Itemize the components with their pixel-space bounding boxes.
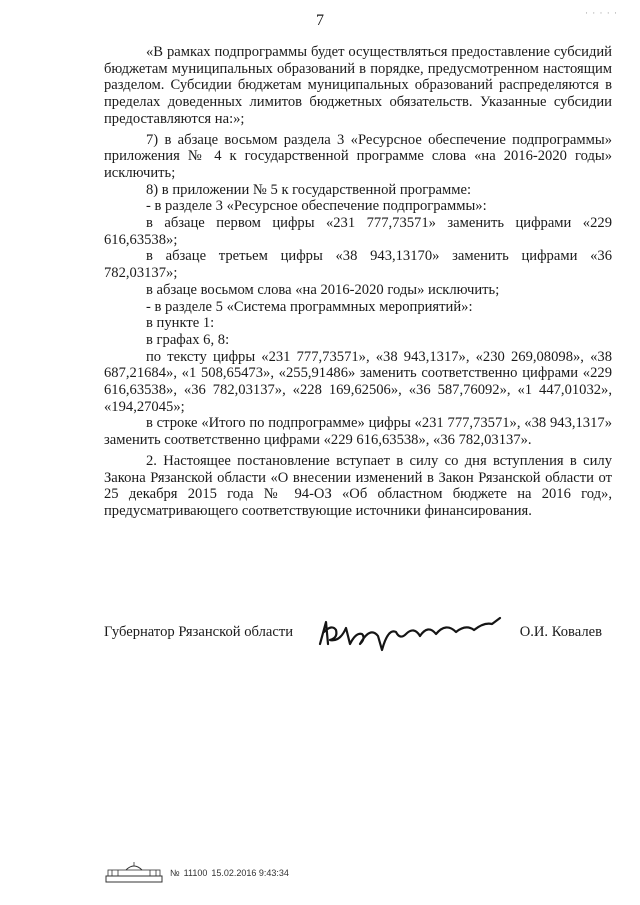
building-logo-icon <box>104 862 164 884</box>
paragraph-item-7: 7) в абзаце восьмом раздела 3 «Ресурсное обеспечение подпрограммы» приложения № 4 к государственной программе слова «на 2016-2020 годы» исключить; <box>104 131 612 181</box>
doc-number: 11100 <box>183 868 208 878</box>
footer-meta <box>170 868 293 878</box>
paragraph-effective-date: 2. Настоящее постановление вступает в силу со дня вступления в силу Закона Рязанской области «О внесении изменений в Закон Рязанской области от 25 декабря 2015 года № 94-ОЗ «Об областном бюджете на 2016 год», предусматривающего соответствующие источники финансирования. <box>104 452 612 519</box>
signatory-title: Губернатор Рязанской области <box>104 624 294 640</box>
doc-number-mark: № <box>170 868 180 878</box>
signatory-name: О.И. Ковалев <box>519 624 602 640</box>
paragraph-section-3: - в разделе 3 «Ресурсное обеспечение подпрограммы»: <box>146 198 487 215</box>
corner-mark: · · · · · <box>585 8 618 18</box>
paragraph-section-5: - в разделе 5 «Система программных мероприятий»: <box>146 298 473 315</box>
paragraph-third-abzac: в абзаце третьем цифры «38 943,13170» заменить цифрами «36 782,03137»; <box>104 248 612 282</box>
footer-stamp <box>104 862 364 884</box>
paragraph-figures-replacement: по тексту цифры «231 777,73571», «38 943,1317», «230 269,08098», «38 687,21684», «1 508,65473», «255,91486» заменить соответственно цифрами «229 616,63538», «36 782,03137», «228 169,62506», «36 587,76092», «1 447,01032», «194,27045»; <box>104 348 612 415</box>
handwritten-signature <box>316 614 506 658</box>
paragraph-point-1: в пункте 1: <box>146 315 215 332</box>
paragraph-columns: в графах 6, 8: <box>146 331 230 348</box>
signature-block <box>104 622 612 662</box>
page-number: 7 <box>316 12 324 29</box>
paragraph-subsidies: «В рамках подпрограммы будет осуществляться предоставление субсидий бюджетам муниципальных образований в порядке, предусмотренном настоящим разделом. Субсидии бюджетам муниципальных образований распределяются в пределах доведенных лимитов бюджетных обязательств. Указанные субсидии предоставляются на:»; <box>104 44 612 127</box>
paragraph-first-abzac: в абзаце первом цифры «231 777,73571» заменить цифрами «229 616,63538»; <box>104 215 612 248</box>
doc-timestamp: 15.02.2016 9:43:34 <box>211 868 289 878</box>
paragraph-eighth-abzac: в абзаце восьмом слова «на 2016-2020 годы» исключить; <box>146 281 500 298</box>
paragraph-item-8: 8) в приложении № 5 к государственной программе: <box>146 181 472 198</box>
document-body <box>104 44 612 520</box>
paragraph-total-row: в строке «Итого по подпрограмме» цифры «231 777,73571», «38 943,1317» заменить соответственно цифрами «229 616,63538», «36 782,03137». <box>104 415 612 449</box>
